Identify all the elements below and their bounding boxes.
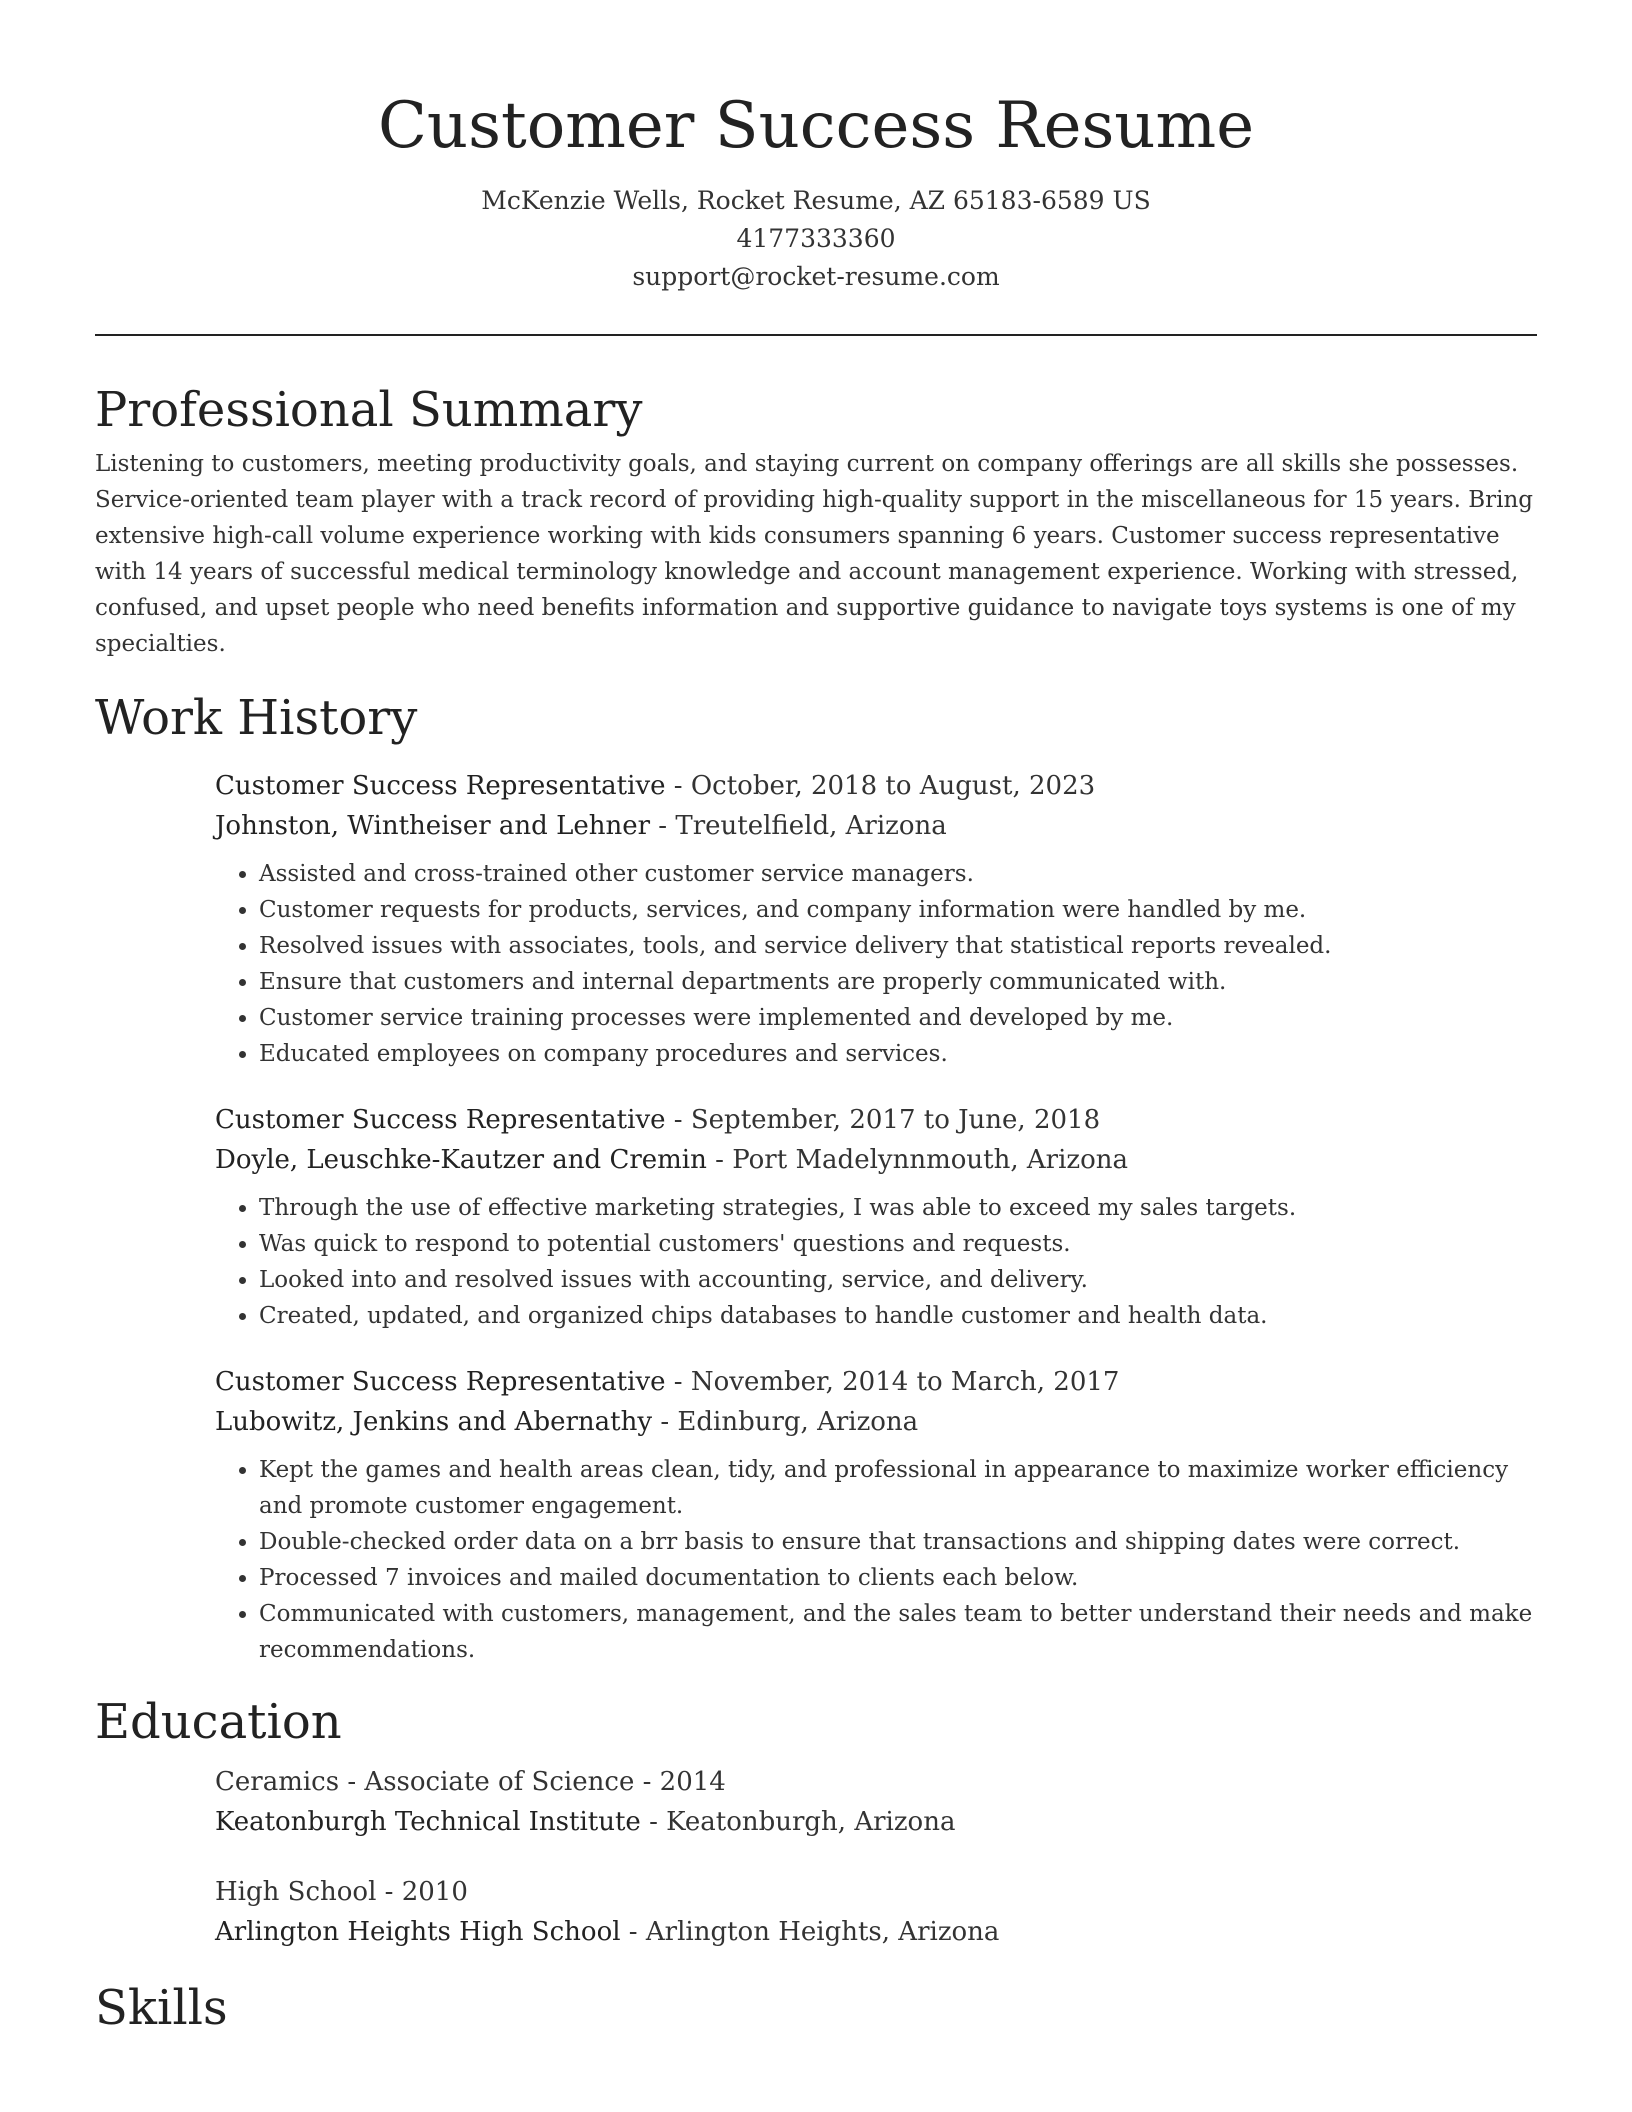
job-title-line: Customer Success Representative - October, 2018 to August, 2023 [215, 771, 1096, 801]
summary-section [95, 380, 1537, 662]
contact-block [95, 182, 1537, 296]
job-title: Customer Success Representative [215, 1367, 666, 1397]
list-item: • Double-checked order data on a brr basis to ensure that transactions and shipping dates were correct. [259, 1524, 1537, 1560]
list-item: • Created, updated, and organized chips databases to handle customer and health data. [259, 1298, 1537, 1334]
summary-heading: Professional Summary [95, 382, 643, 438]
list-item: • Through the use of effective marketing strategies, I was able to exceed my sales targets. [259, 1190, 1537, 1226]
list-item: • Kept the games and health areas clean, tidy, and professional in appearance to maximize worker efficiency and promote customer engagement. [259, 1452, 1537, 1524]
education-degree: Associate of Science [364, 1767, 635, 1797]
page-title: Customer Success Resume [377, 89, 1255, 163]
list-item: • Educated employees on company procedures and services. [259, 1036, 1537, 1072]
contact-email: support@rocket-resume.com [632, 262, 1000, 291]
list-item: • Assisted and cross-trained other customer service managers. [259, 856, 1537, 892]
contact-address: McKenzie Wells, Rocket Resume, AZ 65183-6589 US [481, 186, 1151, 215]
job-dates: October, 2018 to August, 2023 [690, 771, 1096, 801]
work-history-heading: Work History [95, 690, 418, 746]
list-item: • Resolved issues with associates, tools, and service delivery that statistical reports revealed. [259, 928, 1537, 964]
job-bullets [215, 1190, 1537, 1334]
job-title: Customer Success Representative [215, 771, 666, 801]
resume-header [95, 0, 1537, 296]
job-dates: September, 2017 to June, 2018 [690, 1105, 1101, 1135]
list-item: • Looked into and resolved issues with accounting, service, and delivery. [259, 1262, 1537, 1298]
education-entry-2 [215, 1872, 1537, 1952]
job-location: Treutelfield, Arizona [675, 811, 947, 841]
work-history-section [95, 688, 1537, 1668]
education-school: Keatonburgh Technical Institute [215, 1807, 641, 1837]
education-field: High School [215, 1877, 377, 1907]
education-school-line: Arlington Heights High School - Arlington Heights, Arizona [215, 1917, 1000, 1947]
job-location: Edinburg, Arizona [677, 1407, 919, 1437]
job-company-line: Johnston, Wintheiser and Lehner - Treutelfield, Arizona [215, 811, 947, 841]
job-bullets [215, 856, 1537, 1072]
job-title-line: Customer Success Representative - September, 2017 to June, 2018 [215, 1105, 1101, 1135]
education-entry-1 [215, 1762, 1537, 1842]
list-item: • Was quick to respond to potential customers' questions and requests. [259, 1226, 1537, 1262]
education-year: 2014 [659, 1767, 726, 1797]
job-company: Johnston, Wintheiser and Lehner [215, 811, 651, 841]
job-company: Lubowitz, Jenkins and Abernathy [215, 1407, 653, 1437]
education-degree-line: High School - 2010 [215, 1877, 468, 1907]
list-item: • Ensure that customers and internal departments are properly communicated with. [259, 964, 1537, 1000]
education-school-line: Keatonburgh Technical Institute - Keatonburgh, Arizona [215, 1807, 956, 1837]
skills-heading: Skills [95, 1980, 228, 2036]
job-dates: November, 2014 to March, 2017 [690, 1367, 1120, 1397]
job-title-line: Customer Success Representative - November, 2014 to March, 2017 [215, 1367, 1120, 1397]
education-field: Ceramics [215, 1767, 340, 1797]
job-title: Customer Success Representative [215, 1105, 666, 1135]
education-year: 2010 [401, 1877, 468, 1907]
skills-section [95, 1978, 1537, 2038]
contact-phone: 4177333360 [736, 224, 896, 253]
list-item: • Customer service training processes were implemented and developed by me. [259, 1000, 1537, 1036]
job-entry-1 [215, 766, 1537, 1072]
resume-page [95, 0, 1537, 2038]
education-section [95, 1692, 1537, 1952]
job-entry-2 [215, 1100, 1537, 1334]
list-item: • Processed 7 invoices and mailed documentation to clients each below. [259, 1560, 1537, 1596]
job-entry-3 [215, 1362, 1537, 1668]
header-divider [95, 334, 1537, 336]
job-company-line: Doyle, Leuschke-Kautzer and Cremin - Port Madelynnmouth, Arizona [215, 1145, 1128, 1175]
job-bullets [215, 1452, 1537, 1668]
job-company: Doyle, Leuschke-Kautzer and Cremin [215, 1145, 707, 1175]
list-item: • Customer requests for products, services, and company information were handled by me. [259, 892, 1537, 928]
job-company-line: Lubowitz, Jenkins and Abernathy - Edinburg, Arizona [215, 1407, 919, 1437]
summary-text: Listening to customers, meeting productivity goals, and staying current on company offerings are all skills she possesses. Service-oriented team player with a track record of providing high-quality support in the miscellaneous for 15 years. Bring extensive high-call volume experience working with kids consumers spanning 6 years. Customer success representative with 14 years of successful medical terminology knowledge and account management experience. Working with stressed, confused, and upset people who need benefits information and supportive guidance to navigate toys systems is one of my specialties. [95, 451, 1534, 657]
education-location: Keatonburgh, Arizona [666, 1807, 956, 1837]
list-item: • Communicated with customers, management, and the sales team to better understand their needs and make recommendations. [259, 1596, 1537, 1668]
education-heading: Education [95, 1694, 342, 1750]
job-location: Port Madelynnmouth, Arizona [732, 1145, 1128, 1175]
education-location: Arlington Heights, Arizona [645, 1917, 1000, 1947]
education-school: Arlington Heights High School [215, 1917, 621, 1947]
education-degree-line: Ceramics - Associate of Science - 2014 [215, 1767, 726, 1797]
